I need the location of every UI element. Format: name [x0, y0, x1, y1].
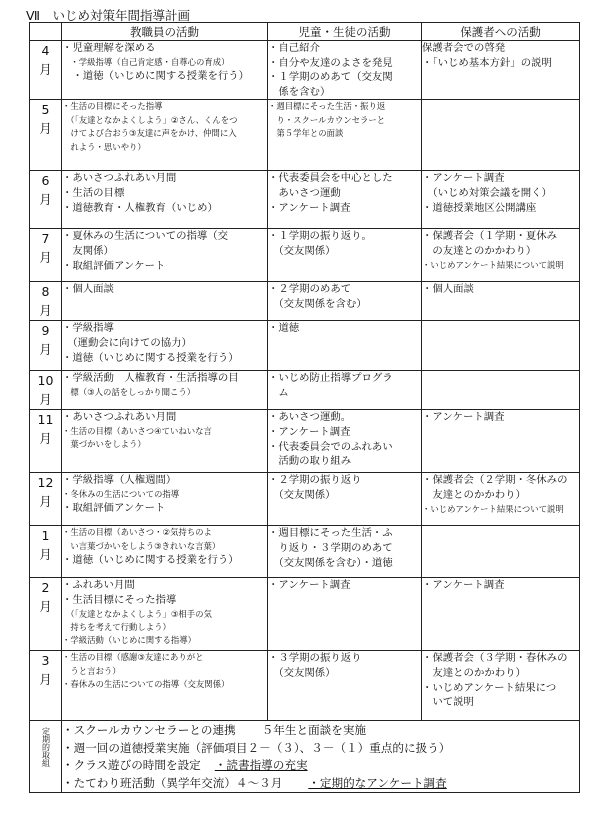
activity-line: ・個人面談	[422, 283, 474, 296]
staff-activities-cell	[62, 321, 268, 371]
activity-line: ・自己紹介	[268, 42, 320, 54]
month-cell	[30, 171, 62, 229]
activity-line: ・保護者会（３学期・春休みの	[422, 652, 568, 665]
activity-line: （運動会に向けての協力）	[62, 336, 192, 349]
month-label: 12 月	[37, 475, 54, 510]
month-label: 6 月	[39, 173, 52, 208]
students-activities-cell	[268, 321, 422, 371]
activity-line: ・冬休みの生活についての指導	[62, 488, 180, 499]
month-label: 10 月	[37, 373, 54, 408]
page-title: Ⅶ いじめ対策年間指導計画	[26, 8, 190, 23]
regular-line-4: ・たてわり班活動（異学年交流）４～３月 ・定期的なアンケート調査	[62, 775, 447, 790]
activity-line: 係を含む）	[268, 85, 331, 98]
staff-activities-cell	[62, 578, 268, 651]
parents-activities-cell	[422, 41, 580, 100]
month-cell	[30, 41, 62, 100]
month-cell	[30, 651, 62, 721]
activity-line: ・生活の目標（あいさつ・②気持ちのよ	[62, 527, 212, 538]
activity-line: いて説明	[422, 696, 474, 709]
activity-line: ・学級活動 人権教育・生活指導の目	[62, 372, 239, 385]
activity-line: 第５学年との面談	[268, 128, 344, 139]
activity-line: うと言おう）	[62, 665, 121, 676]
staff-activities-cell	[62, 100, 268, 171]
staff-activities-cell	[62, 410, 268, 473]
activity-line: ・保護者会（１学期・夏休み	[422, 230, 558, 243]
activity-line: ・生活目標にそった指導	[62, 593, 177, 606]
activity-line: ・週目標にそった生活・ふ	[268, 527, 393, 540]
activity-line: ・学級指導	[62, 322, 114, 335]
students-activities-cell	[268, 410, 422, 473]
month-label: 1 月	[39, 528, 52, 563]
activity-line: ・いじめアンケート結果について説明	[422, 259, 564, 270]
activity-line: ・生活の目標（感謝③友達にありがと	[62, 652, 204, 663]
activity-line: り返り・３学期のめあて	[268, 541, 393, 554]
activity-line: ・あいさつふれあい月間	[62, 172, 177, 185]
parents-activities-cell	[422, 526, 580, 578]
month-cell	[30, 473, 62, 526]
staff-header: 教職員の活動	[62, 23, 268, 41]
regular-activities-row	[30, 721, 580, 793]
activity-line: ・いじめアンケート結果につ	[422, 681, 557, 694]
annual-plan-table	[29, 22, 580, 793]
activity-line: （交友関係）	[268, 666, 336, 679]
students-activities-cell	[268, 371, 422, 410]
activity-line: ・アンケート調査	[422, 411, 505, 424]
students-activities-cell	[268, 526, 422, 578]
month-label: 2 月	[39, 580, 52, 615]
activity-line: い言葉づかいをしよう③きれいな言葉）	[62, 540, 221, 551]
activity-line: （交友関係）	[268, 244, 336, 257]
activity-line: ・学級指導（自己肯定感・自尊心の育成）	[62, 56, 230, 67]
activity-line: ・取組評価アンケート	[62, 502, 166, 515]
month-label: 5 月	[39, 102, 52, 137]
activity-line: ・３学期の振り返り	[268, 652, 362, 665]
activity-line: ・児童理解を深める	[62, 42, 156, 54]
month-row	[30, 100, 580, 171]
activity-line: ・ふれあい月間	[62, 579, 135, 592]
parents-activities-cell	[422, 371, 580, 410]
month-row	[30, 41, 580, 100]
activity-line: ・学級指導（人権週間）	[62, 474, 177, 487]
activity-line: れよう・思いやり）	[62, 141, 146, 152]
activity-line: ・取組評価アンケート	[62, 259, 166, 272]
month-row	[30, 578, 580, 651]
parents-activities-cell	[422, 171, 580, 229]
activity-line: ・道徳（いじめに関する授業を行う）	[62, 554, 239, 567]
activity-line: ・個人面談	[62, 283, 114, 296]
activity-line: ・代表委員会を中心とした	[268, 172, 393, 185]
regular-label-cell	[30, 721, 62, 793]
staff-activities-cell	[62, 526, 268, 578]
students-header: 児童・生徒の活動	[268, 23, 422, 41]
month-cell	[30, 578, 62, 651]
month-cell	[30, 321, 62, 371]
month-cell	[30, 526, 62, 578]
activity-line: り・スクールカウンセラーと	[268, 114, 386, 125]
activity-line: ・アンケート調査	[268, 201, 351, 214]
activity-line: ・２学期のめあて	[268, 283, 352, 296]
month-cell	[30, 410, 62, 473]
month-header	[30, 23, 62, 41]
regular-label: 定期的取組	[41, 727, 51, 768]
activity-line: （交友関係を含む）・道徳	[268, 556, 393, 569]
activity-line: ・自分や友達のよさを発見	[268, 56, 393, 69]
activity-line: ・アンケート調査	[268, 579, 351, 592]
activity-line: ・道徳教育・人権教育（いじめ）	[62, 201, 218, 214]
activity-line: ・アンケート調査	[422, 172, 505, 185]
month-cell	[30, 371, 62, 410]
parents-activities-cell	[422, 100, 580, 171]
students-activities-cell	[268, 171, 422, 229]
parents-activities-cell	[422, 578, 580, 651]
activity-line: ・春休みの生活についての指導（交友関係）	[62, 679, 230, 690]
month-label: 8 月	[39, 284, 52, 319]
activity-line: 持ちを考えて行動しよう）	[62, 621, 171, 632]
activity-line: ・保護者会（２学期・冬休みの	[422, 474, 568, 487]
month-cell	[30, 229, 62, 282]
students-activities-cell	[268, 473, 422, 526]
parents-activities-cell	[422, 229, 580, 282]
activity-line: （「友達となかよくしよう」③相手の気	[62, 608, 212, 619]
month-row	[30, 321, 580, 371]
activity-line: 友関係）	[62, 244, 114, 257]
activity-line: ・生活の目標（あいさつ④ていねいな言	[62, 425, 212, 436]
activity-line: 活動の取り組み	[268, 455, 352, 468]
month-row	[30, 371, 580, 410]
month-row	[30, 410, 580, 473]
parents-activities-cell	[422, 410, 580, 473]
activity-line: ・いじめアンケート結果について説明	[422, 503, 564, 514]
regular-line-2: ・週一回の道徳授業実施（評価項目２－（３）、３－（１）重点的に扱う）	[62, 740, 451, 755]
month-label: 3 月	[39, 653, 52, 688]
month-label: 11 月	[37, 412, 54, 447]
month-row	[30, 282, 580, 321]
students-activities-cell	[268, 229, 422, 282]
month-row	[30, 473, 580, 526]
activity-line: ・生活の目標	[62, 186, 125, 199]
staff-activities-cell	[62, 282, 268, 321]
activity-line: （交友関係）	[268, 488, 336, 501]
activity-line: ・道徳（いじめに関する授業を行う）	[62, 70, 250, 82]
activity-line: ・「いじめ基本方針」の説明	[422, 56, 552, 69]
month-label: 7 月	[39, 231, 52, 266]
parents-activities-cell	[422, 473, 580, 526]
activity-line: ・代表委員会でのふれあい	[268, 440, 393, 453]
activity-line: 保護者会での啓発	[422, 42, 506, 54]
students-activities-cell	[268, 100, 422, 171]
activity-line: （いじめ対策会議を開く）	[422, 186, 552, 199]
regular-activities-cell	[62, 721, 580, 793]
regular-line-1: ・スクールカウンセラーとの連携 ５年生と面談を実施	[62, 723, 367, 738]
staff-activities-cell	[62, 229, 268, 282]
parents-activities-cell	[422, 321, 580, 371]
month-row	[30, 171, 580, 229]
month-label: 4 月	[39, 43, 52, 77]
month-row	[30, 229, 580, 282]
staff-activities-cell	[62, 171, 268, 229]
month-row	[30, 526, 580, 578]
month-label: 9 月	[39, 323, 52, 358]
activity-line: ・道徳	[268, 322, 300, 335]
activity-line: 葉づかいをしよう）	[62, 439, 146, 450]
activity-line: ・夏休みの生活についての指導（交	[62, 230, 229, 243]
activity-line: ・道徳授業地区公開講座	[422, 201, 537, 214]
activity-line: ・１学期のめあて（交友関	[268, 71, 393, 84]
activity-line: 友達とのかかわり）	[422, 666, 526, 679]
parents-activities-cell	[422, 651, 580, 721]
staff-activities-cell	[62, 473, 268, 526]
month-cell	[30, 282, 62, 321]
students-activities-cell	[268, 41, 422, 100]
activity-line: ・道徳（いじめに関する授業を行う）	[62, 351, 239, 364]
activity-line: ・いじめ防止指導プログラ	[268, 372, 393, 385]
activity-line: ・１学期の振り返り。	[268, 230, 372, 243]
students-activities-cell	[268, 651, 422, 721]
month-cell	[30, 100, 62, 171]
regular-line-3: ・クラス遊びの時間を設定 ・読書指導の充実	[62, 758, 308, 773]
parents-activities-cell	[422, 282, 580, 321]
activity-line: （交友関係を含む）	[268, 297, 367, 310]
activity-line: ム	[268, 386, 289, 399]
header-row	[30, 23, 580, 41]
staff-activities-cell	[62, 651, 268, 721]
activity-line: （「友達となかよくしよう」②さん、くんをつ	[62, 114, 238, 125]
activity-line: ・あいさつ運動。	[268, 411, 352, 424]
staff-activities-cell	[62, 371, 268, 410]
activity-line: 友達とのかかわり）	[422, 488, 526, 501]
activity-line: の友達とのかかわり）	[422, 244, 537, 257]
activity-line: ・あいさつふれあい月間	[62, 411, 177, 424]
activity-line: 標（③人の話をしっかり聞こう）	[62, 386, 196, 397]
activity-line: ・２学期の振り返り	[268, 474, 362, 487]
activity-line: ・週目標にそった生活・振り返	[268, 101, 386, 112]
activity-line: ・アンケート調査	[422, 579, 505, 592]
staff-activities-cell	[62, 41, 268, 100]
parents-header: 保護者への活動	[422, 23, 580, 41]
activity-line: ・学級活動（いじめに関する指導）	[62, 635, 196, 646]
students-activities-cell	[268, 578, 422, 651]
activity-line: ・アンケート調査	[268, 425, 351, 438]
activity-line: けてよび合おう③友達に声をかけ、仲間に入	[62, 128, 237, 139]
students-activities-cell	[268, 282, 422, 321]
activity-line: ・生活の目標にそった指導	[62, 101, 163, 112]
month-row	[30, 651, 580, 721]
activity-line: あいさつ運動	[268, 186, 341, 199]
